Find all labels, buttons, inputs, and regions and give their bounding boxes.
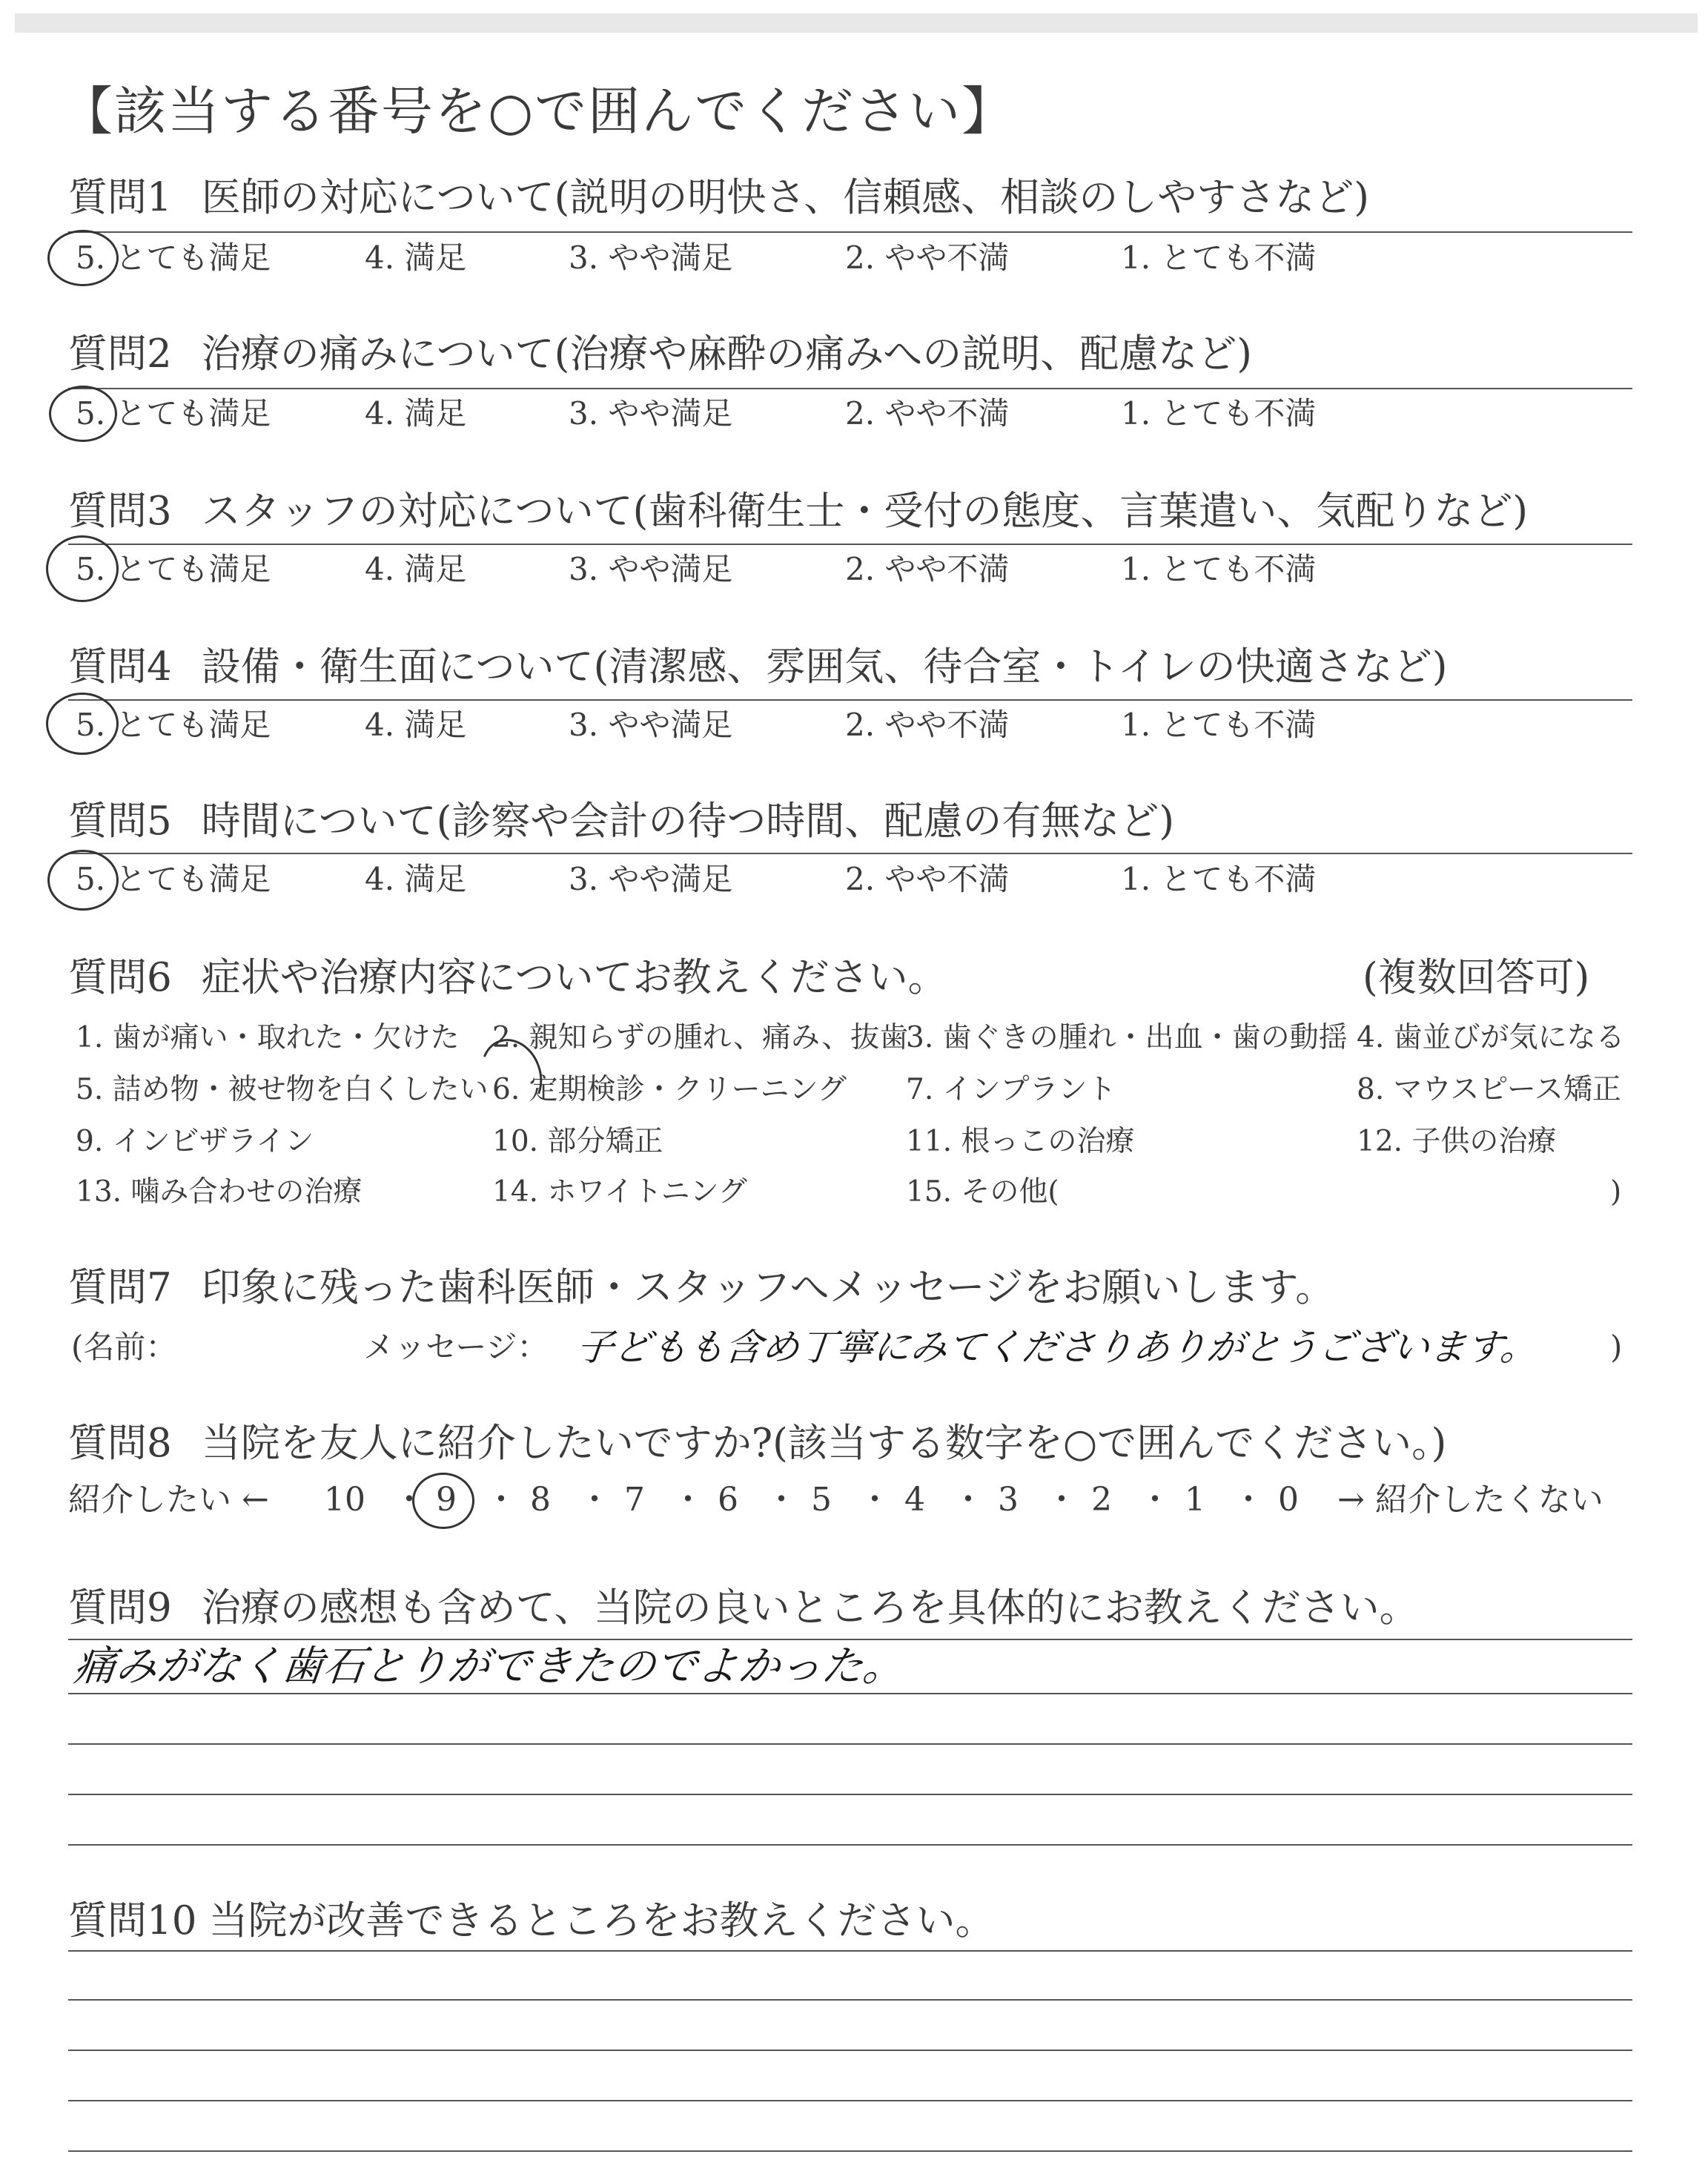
scale-value-1[interactable]: 1 bbox=[1185, 1481, 1205, 1519]
scale-dot: ・ bbox=[858, 1481, 891, 1519]
question-4-heading bbox=[68, 641, 1447, 693]
rating-option-5[interactable]: 5. とても満足 bbox=[76, 861, 271, 897]
rating-option-1[interactable]: 1. とても不満 bbox=[1121, 240, 1317, 276]
scale-value-7[interactable]: 7 bbox=[624, 1481, 645, 1519]
message-close-paren: ) bbox=[1610, 1329, 1623, 1365]
name-label: (名前： bbox=[71, 1329, 177, 1365]
rating-option-2[interactable]: 2. やや不満 bbox=[845, 707, 1010, 743]
question-text: 当院を友人に紹介したいですか?(該当する数字を○で囲んでください。) bbox=[201, 1421, 1447, 1466]
scale-value-4[interactable]: 4 bbox=[904, 1481, 925, 1519]
rating-option-3[interactable]: 3. やや満足 bbox=[569, 395, 733, 432]
rating-option-2[interactable]: 2. やや不満 bbox=[845, 395, 1010, 432]
answer-rule bbox=[68, 388, 1632, 389]
scale-dot: ・ bbox=[1045, 1481, 1078, 1519]
page-title: 【該当する番号を○で囲んでください】 bbox=[61, 81, 1016, 142]
scale-value-10[interactable]: 10 bbox=[324, 1481, 365, 1519]
answer-line bbox=[68, 2100, 1632, 2101]
question-text: 時間について(診察や会計の待つ時間、配慮の有無など) bbox=[201, 799, 1175, 844]
question-text: 設備・衛生面について(清潔感、雰囲気、待合室・トイレの快適さなど) bbox=[201, 644, 1448, 690]
rating-option-5[interactable]: 5. とても満足 bbox=[76, 707, 271, 743]
page-top-edge bbox=[15, 13, 1698, 33]
handwritten-answer: 痛みがなく歯石とりができたのでよかった。 bbox=[71, 1642, 907, 1691]
symptom-option-12[interactable]: 12. 子供の治療 bbox=[1357, 1125, 1557, 1158]
scale-dot: ・ bbox=[1139, 1481, 1171, 1519]
scale-dot: ・ bbox=[1232, 1481, 1265, 1519]
question-number: 質問6 bbox=[68, 955, 172, 1000]
answer-line bbox=[68, 1693, 1632, 1694]
rating-option-3[interactable]: 3. やや満足 bbox=[569, 861, 733, 897]
question-text: 治療の痛みについて(治療や麻酔の痛みへの説明、配慮など) bbox=[201, 331, 1252, 377]
rating-option-5[interactable]: 5. とても満足 bbox=[76, 240, 271, 276]
symptom-option-14[interactable]: 14. ホワイトニング bbox=[492, 1175, 747, 1209]
scale-dot: ・ bbox=[485, 1481, 517, 1519]
question-text: 印象に残った歯科医師・スタッフへメッセージをお願いします。 bbox=[201, 1265, 1335, 1310]
question-7-heading bbox=[68, 1262, 1334, 1314]
handwritten-message: 子どもも含め丁寧にみてくださりありがとうございます。 bbox=[574, 1326, 1540, 1369]
answer-circle-mark bbox=[47, 850, 119, 911]
rating-option-1[interactable]: 1. とても不満 bbox=[1121, 861, 1317, 897]
question-number: 質問3 bbox=[68, 489, 172, 534]
question-text: 医師の対応について(説明の明快さ、信頼感、相談のしやすさなど) bbox=[201, 175, 1369, 220]
rating-option-5[interactable]: 5. とても満足 bbox=[76, 551, 271, 587]
q5-rating-options bbox=[68, 857, 1625, 902]
rating-option-3[interactable]: 3. やや満足 bbox=[569, 240, 733, 276]
other-close-paren: ) bbox=[1610, 1175, 1622, 1209]
scale-dot: ・ bbox=[952, 1481, 984, 1519]
answer-circle-mark bbox=[46, 535, 119, 602]
symptom-option-5[interactable]: 5. 詰め物・被せ物を白くしたい bbox=[76, 1073, 489, 1106]
rating-option-1[interactable]: 1. とても不満 bbox=[1121, 395, 1317, 432]
scale-dot: ・ bbox=[393, 1481, 426, 1519]
symptom-option-4[interactable]: 4. 歯並びが気になる bbox=[1357, 1021, 1625, 1054]
answer-circle-mark bbox=[47, 230, 119, 286]
answer-line bbox=[68, 1794, 1632, 1795]
multiple-answer-note: (複数回答可) bbox=[1363, 955, 1590, 1000]
symptom-option-2[interactable]: 2. 親知らずの腫れ、痛み、抜歯 bbox=[492, 1021, 909, 1054]
rating-option-2[interactable]: 2. やや不満 bbox=[845, 861, 1010, 897]
scale-left-label: 紹介したい ← bbox=[68, 1481, 269, 1519]
answer-line bbox=[68, 1743, 1632, 1745]
answer-circle-mark bbox=[412, 1473, 474, 1529]
question-text: スタッフの対応について(歯科衛生士・受付の態度、言葉遣い、気配りなど) bbox=[201, 489, 1529, 534]
question-number: 質問10 bbox=[68, 1898, 197, 1943]
scale-value-3[interactable]: 3 bbox=[998, 1481, 1019, 1519]
symptom-option-3[interactable]: 3. 歯ぐきの腫れ・出血・歯の動揺 bbox=[906, 1021, 1348, 1054]
answer-rule bbox=[68, 231, 1632, 233]
q3-rating-options bbox=[68, 547, 1625, 592]
rating-option-4[interactable]: 4. 満足 bbox=[365, 395, 467, 432]
scale-value-8[interactable]: 8 bbox=[530, 1481, 551, 1519]
symptom-option-10[interactable]: 10. 部分矯正 bbox=[492, 1125, 663, 1158]
question-text: 当院が改善できるところをお教えください。 bbox=[208, 1898, 995, 1943]
scale-value-6[interactable]: 6 bbox=[718, 1481, 738, 1519]
answer-rule bbox=[68, 544, 1632, 545]
answer-line bbox=[68, 1844, 1632, 1846]
answer-line bbox=[68, 1950, 1632, 1952]
scale-dot: ・ bbox=[578, 1481, 611, 1519]
q1-rating-options bbox=[68, 236, 1625, 280]
scale-right-label: → 紹介したくない bbox=[1337, 1481, 1603, 1519]
question-number: 質問1 bbox=[68, 175, 172, 220]
question-number: 質問4 bbox=[68, 644, 172, 690]
question-text: 症状や治療内容についてお教えください。 bbox=[201, 955, 947, 1000]
rating-option-3[interactable]: 3. やや満足 bbox=[569, 551, 733, 587]
scale-value-0[interactable]: 0 bbox=[1278, 1481, 1299, 1519]
answer-line bbox=[68, 2150, 1632, 2152]
answer-circle-mark bbox=[46, 693, 119, 755]
q4-rating-options bbox=[68, 703, 1625, 747]
rating-option-1[interactable]: 1. とても不満 bbox=[1121, 707, 1317, 743]
scale-dot: ・ bbox=[765, 1481, 798, 1519]
q2-rating-options bbox=[68, 392, 1625, 436]
rating-option-4[interactable]: 4. 満足 bbox=[365, 240, 467, 276]
answer-line bbox=[68, 2050, 1632, 2051]
rating-option-2[interactable]: 2. やや不満 bbox=[845, 551, 1010, 587]
scale-value-2[interactable]: 2 bbox=[1091, 1481, 1112, 1519]
rating-option-2[interactable]: 2. やや不満 bbox=[845, 240, 1010, 276]
scale-value-5[interactable]: 5 bbox=[811, 1481, 832, 1519]
question-3-heading bbox=[68, 486, 1528, 538]
question-6-heading bbox=[68, 952, 947, 1004]
symptom-option-6[interactable]: 6. 定期検診・クリーニング bbox=[492, 1073, 847, 1106]
question-5-heading bbox=[68, 796, 1174, 848]
question-number: 質問7 bbox=[68, 1265, 172, 1310]
question-number: 質問5 bbox=[68, 799, 172, 844]
answer-rule bbox=[68, 699, 1632, 701]
rating-option-5[interactable]: 5. とても満足 bbox=[76, 395, 271, 432]
question-2-heading bbox=[68, 328, 1252, 380]
symptom-option-7[interactable]: 7. インプラント bbox=[906, 1073, 1116, 1106]
question-number: 質問9 bbox=[68, 1585, 172, 1631]
scale-dot: ・ bbox=[672, 1481, 704, 1519]
symptom-option-15[interactable]: 15. その他( bbox=[906, 1175, 1059, 1209]
rating-option-1[interactable]: 1. とても不満 bbox=[1121, 551, 1317, 587]
symptom-option-11[interactable]: 11. 根っこの治療 bbox=[906, 1125, 1135, 1158]
question-8-heading bbox=[68, 1418, 1446, 1470]
question-number: 質問8 bbox=[68, 1421, 172, 1466]
question-1-heading bbox=[68, 172, 1369, 224]
question-text: 治療の感想も含めて、当院の良いところを具体的にお教えください。 bbox=[201, 1585, 1419, 1631]
recommendation-scale bbox=[68, 1474, 1632, 1526]
scale-value-9[interactable]: 9 bbox=[436, 1481, 457, 1519]
symptom-option-13[interactable]: 13. 噛み合わせの治療 bbox=[76, 1175, 363, 1209]
question-10-heading bbox=[68, 1895, 994, 1947]
symptom-option-1[interactable]: 1. 歯が痛い・取れた・欠けた bbox=[76, 1021, 460, 1054]
rating-option-3[interactable]: 3. やや満足 bbox=[569, 707, 733, 743]
answer-line bbox=[68, 1999, 1632, 2001]
answer-rule bbox=[68, 853, 1632, 854]
rating-option-4[interactable]: 4. 満足 bbox=[365, 861, 467, 897]
symptom-option-9[interactable]: 9. インビザライン bbox=[76, 1125, 314, 1158]
question-number: 質問2 bbox=[68, 331, 172, 377]
rating-option-4[interactable]: 4. 満足 bbox=[365, 551, 467, 587]
rating-option-4[interactable]: 4. 満足 bbox=[365, 707, 467, 743]
answer-circle-mark bbox=[49, 386, 117, 442]
question-9-heading bbox=[68, 1582, 1419, 1634]
message-label: メッセージ： bbox=[363, 1329, 549, 1365]
symptom-option-8[interactable]: 8. マウスピース矯正 bbox=[1357, 1073, 1621, 1106]
